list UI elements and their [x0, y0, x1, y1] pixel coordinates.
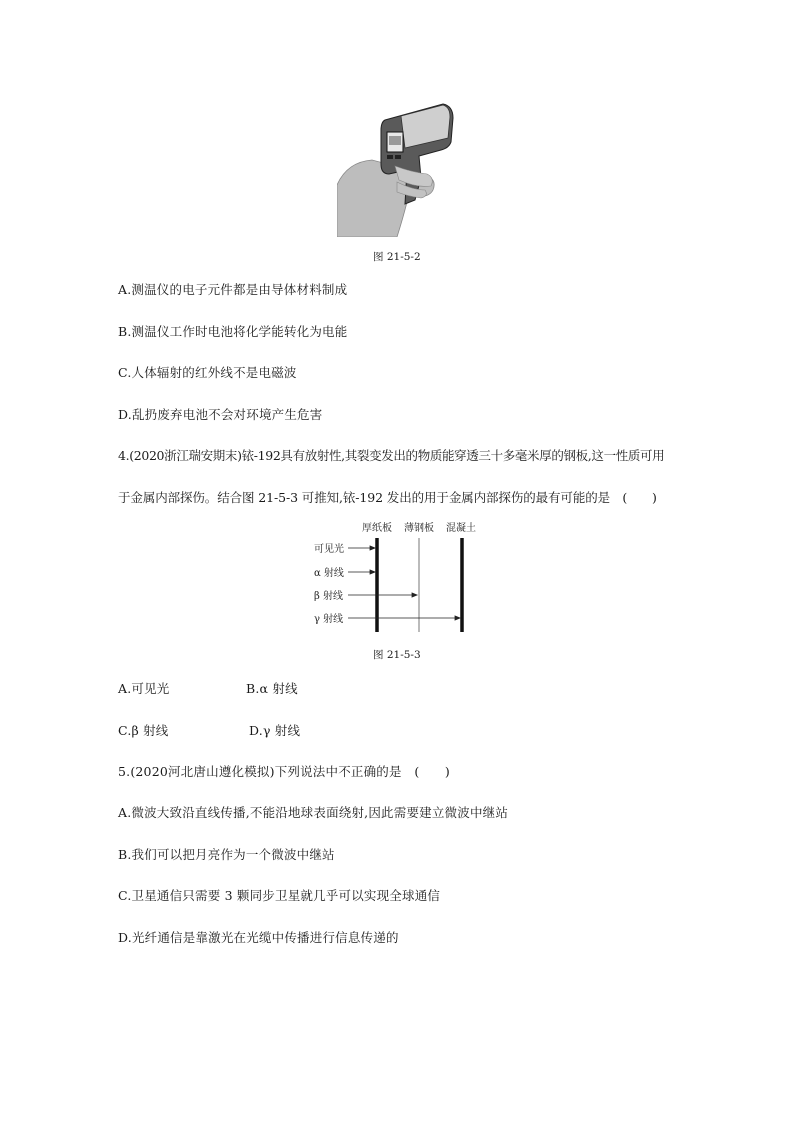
ray-label-visible-light: 可见光: [314, 544, 344, 555]
option-a: A.可见光: [118, 681, 170, 696]
option-b: B.我们可以把月亮作为一个微波中继站: [118, 847, 335, 862]
ray-label-gamma: γ 射线: [314, 614, 344, 625]
option-d: D.光纤通信是靠激光在光缆中传播进行信息传递的: [118, 930, 399, 945]
arrowhead-icon: [412, 593, 417, 597]
option-c: C.卫星通信只需要 3 颗同步卫星就几乎可以实现全球通信: [118, 888, 441, 903]
option-c: C.人体辐射的红外线不是电磁波: [118, 365, 297, 380]
question-4-stem-line2: 于金属内部探伤。结合图 21-5-3 可推知,铱-192 发出的用于金属内部探伤的最有可能的是 ( ): [118, 490, 657, 505]
arrowhead-icon: [370, 546, 375, 550]
option-b: B.α 射线: [246, 681, 298, 696]
option-a: A.测温仪的电子元件都是由导体材料制成: [118, 282, 348, 297]
thermometer-illustration: [337, 100, 457, 237]
figure-caption: 图 21-5-3: [373, 649, 421, 661]
barrier-label-paper: 厚纸板: [362, 523, 392, 534]
question-5-stem: 5.(2020河北唐山遵化模拟)下列说法中不正确的是 ( ): [118, 764, 450, 779]
question-4-stem-line1: 4.(2020浙江瑞安期末)铱-192具有放射性,其裂变发出的物质能穿透三十多毫米厚的钢板,这一性质可用: [118, 448, 665, 463]
barrier-label-thin-steel: 薄钢板: [404, 523, 434, 534]
arrowhead-icon: [455, 616, 460, 620]
barrier-label-concrete: 混凝土: [446, 523, 476, 534]
arrowhead-icon: [370, 570, 375, 574]
option-d: D.乱扔废弃电池不会对环境产生危害: [118, 407, 323, 422]
option-d: D.γ 射线: [249, 723, 301, 738]
figure-caption: 图 21-5-2: [373, 251, 421, 263]
ray-label-beta: β 射线: [314, 591, 343, 602]
option-a: A.微波大致沿直线传播,不能沿地球表面绕射,因此需要建立微波中继站: [118, 805, 509, 820]
option-c: C.β 射线: [118, 723, 169, 738]
ray-label-alpha: α 射线: [314, 568, 344, 579]
radiation-penetration-diagram: [300, 518, 490, 638]
option-b: B.测温仪工作时电池将化学能转化为电能: [118, 324, 348, 339]
thermometer-photo: [337, 100, 457, 237]
